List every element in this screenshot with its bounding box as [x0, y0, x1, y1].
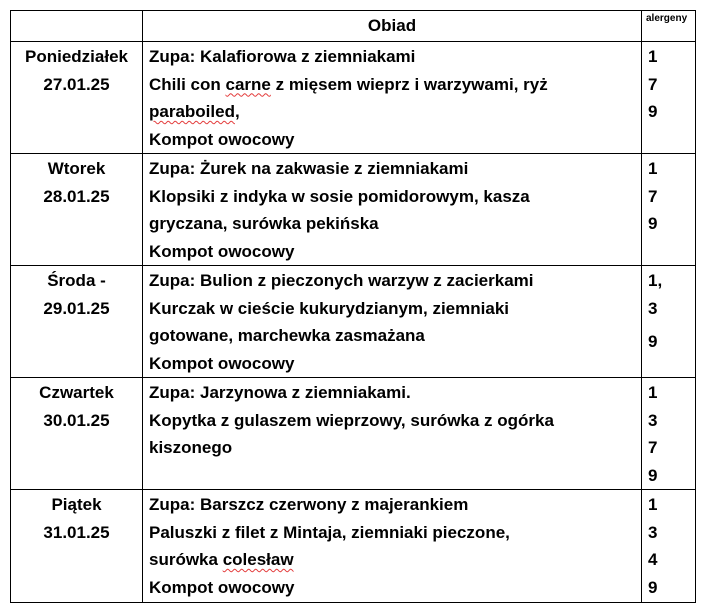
meal-cell: [143, 154, 642, 266]
soup-text: Zupa: Żurek na zakwasie z ziemniakami: [149, 159, 469, 178]
day-name: Poniedziałek: [25, 47, 128, 66]
day-name: Piątek: [51, 495, 102, 514]
main-dish-text-cont: kiszonego: [149, 438, 233, 457]
spellcheck-word: paraboiled: [149, 102, 235, 121]
day-cell: [11, 490, 143, 603]
allergen-code: 9: [648, 577, 658, 597]
allergen-code: 1: [648, 159, 658, 178]
drink-text: Kompot owocowy: [149, 353, 295, 373]
spellcheck-word: colesław: [222, 550, 294, 569]
main-dish-text: Kurczak w cieście kukurydzianym, ziemniaki: [149, 298, 509, 318]
header-allergen-cell: alergeny: [642, 11, 696, 42]
allergen-code: 3: [648, 410, 658, 430]
allergen-code: 9: [648, 102, 658, 121]
table-row: [11, 42, 696, 154]
main-dish-text-cont: surówka colesław: [149, 550, 294, 569]
main-dish-text: Paluszki z filet z Mintaja, ziemniaki pieczone,: [149, 522, 510, 542]
drink-text: Kompot owocowy: [149, 577, 295, 597]
header-day-cell: [11, 11, 143, 42]
main-dish-text: Klopsiki z indyka w sosie pomidorowym, kasza: [149, 186, 530, 206]
allergen-code: 7: [648, 438, 658, 457]
main-dish-text: Chili con carne z mięsem wieprz i warzywami, ryż: [149, 74, 548, 94]
day-cell: [11, 266, 143, 378]
allergen-code: 3: [648, 298, 658, 318]
allergen-code: 4: [648, 550, 658, 569]
table-row: [11, 266, 696, 378]
allergen-code: 7: [648, 186, 658, 206]
main-dish-text-cont: gryczana, surówka pekińska: [149, 214, 379, 233]
allergen-cell: [642, 266, 696, 378]
soup-text: Zupa: Bulion z pieczonych warzyw z zacierkami: [149, 271, 534, 290]
spellcheck-word: carne: [225, 74, 271, 94]
allergen-cell: [642, 42, 696, 154]
day-cell: [11, 154, 143, 266]
day-date: 27.01.25: [43, 75, 110, 94]
allergen-cell: [642, 378, 696, 490]
soup-text: Zupa: Jarzynowa z ziemniakami.: [149, 383, 411, 402]
table-row: [11, 154, 696, 266]
soup-text: Zupa: Kalafiorowa z ziemniakami: [149, 47, 416, 66]
allergen-cell: [642, 154, 696, 266]
day-cell: [11, 42, 143, 154]
header-row: [11, 11, 696, 42]
header-meal-cell: Obiad: [143, 11, 642, 42]
allergen-code: 1: [648, 47, 658, 66]
day-name: Czwartek: [39, 383, 114, 402]
day-cell: [11, 378, 143, 490]
table-row: [11, 378, 696, 490]
allergen-code: 1: [648, 495, 658, 514]
main-dish-text: Kopytka z gulaszem wieprzowy, surówka z ogórka: [149, 410, 554, 430]
table-border-fragment: [10, 584, 11, 600]
day-name: Wtorek: [47, 159, 106, 178]
allergen-code: 9: [648, 214, 658, 233]
allergen-code: 9: [648, 332, 658, 351]
allergen-code: 9: [648, 465, 658, 485]
day-date: 28.01.25: [43, 187, 110, 206]
day-date: 29.01.25: [43, 299, 110, 318]
table-row: [11, 490, 696, 603]
soup-text: Zupa: Barszcz czerwony z majerankiem: [149, 495, 469, 514]
main-dish-text-cont: paraboiled,: [149, 102, 240, 121]
meal-cell: [143, 266, 642, 378]
day-date: 30.01.25: [43, 411, 110, 430]
main-dish-text-cont: gotowane, marchewka zasmażana: [149, 326, 425, 345]
day-name: Środa -: [47, 271, 106, 290]
drink-text: Kompot owocowy: [149, 129, 295, 149]
allergen-cell: [642, 490, 696, 603]
allergen-code: 1,: [648, 271, 663, 290]
allergen-code: 1: [648, 383, 658, 402]
lunch-menu-table: [10, 10, 696, 603]
meal-cell: [143, 378, 642, 490]
allergen-code: 7: [648, 74, 658, 94]
drink-text: Kompot owocowy: [149, 241, 295, 261]
meal-cell: [143, 42, 642, 154]
meal-cell: [143, 490, 642, 603]
day-date: 31.01.25: [43, 523, 110, 542]
allergen-code: 3: [648, 522, 658, 542]
